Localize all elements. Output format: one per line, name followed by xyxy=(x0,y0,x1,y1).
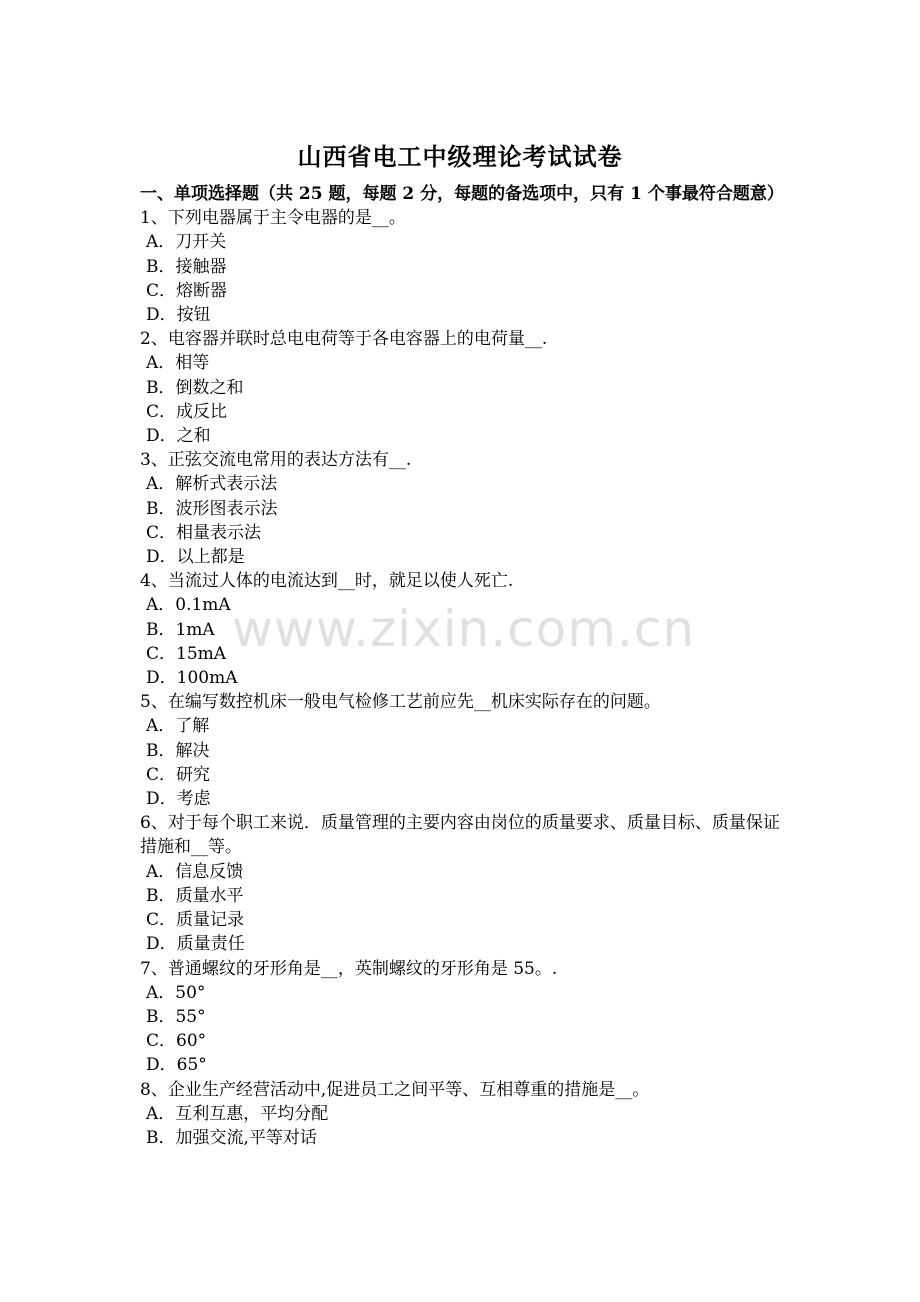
answer-option: A．互利互惠，平均分配 xyxy=(146,1103,329,1124)
document-body xyxy=(140,182,785,1150)
question-text: 7、普通螺纹的牙形角是__，英制螺纹的牙形角是 55。. xyxy=(140,958,558,979)
answer-option: C．15mA xyxy=(146,643,227,664)
watermark-text: www.zixin.com.cn xyxy=(232,600,696,658)
answer-option: A．了解 xyxy=(146,716,210,737)
answer-option: A．信息反馈 xyxy=(146,861,244,882)
answer-option: B．波形图表示法 xyxy=(146,498,278,519)
answer-option: C．60° xyxy=(146,1031,207,1052)
answer-option: D．100mA xyxy=(146,668,238,689)
answer-option: A．0.1mA xyxy=(146,595,231,616)
answer-option: A．刀开关 xyxy=(146,232,227,253)
question-text: 2、电容器并联时总电电荷等于各电容器上的电荷量__. xyxy=(140,329,548,350)
answer-option: B．解决 xyxy=(146,740,210,761)
answer-option: D．65° xyxy=(146,1055,207,1076)
answer-option: B．1mA xyxy=(146,619,215,640)
answer-option: D．按钮 xyxy=(146,305,211,326)
answer-option: C．熔断器 xyxy=(146,280,228,301)
answer-option: A．50° xyxy=(146,982,206,1003)
answer-option: C．质量记录 xyxy=(146,910,245,931)
answer-option: B．55° xyxy=(146,1006,206,1027)
answer-option: A．解析式表示法 xyxy=(146,474,278,495)
answer-option: B．加强交流,平等对话 xyxy=(146,1127,317,1148)
question-text: 4、当流过人体的电流达到__时，就足以使人死亡. xyxy=(140,571,514,592)
answer-option: D．以上都是 xyxy=(146,547,245,568)
question-text: 8、企业生产经营活动中,促进员工之间平等、互相尊重的措施是__。 xyxy=(140,1079,650,1100)
question-text: 3、正弦交流电常用的表达方法有__. xyxy=(140,450,412,471)
answer-option: D．考虑 xyxy=(146,789,211,810)
question-text: 1、下列电器属于主令电器的是__。 xyxy=(140,208,406,229)
question-text: 6、对于每个职工来说．质量管理的主要内容由岗位的质量要求、质量目标、质量保证措施和__等。 xyxy=(140,813,780,858)
question-text: 5、在编写数控机床一般电气检修工艺前应先__机床实际存在的问题。 xyxy=(140,692,661,713)
answer-option: A．相等 xyxy=(146,353,210,374)
answer-option: B．倒数之和 xyxy=(146,377,244,398)
document-title: 山西省电工中级理论考试试卷 xyxy=(297,142,623,171)
answer-option: C．研究 xyxy=(146,764,211,785)
answer-option: B．接触器 xyxy=(146,256,227,277)
answer-option: D．质量责任 xyxy=(146,934,245,955)
question-list xyxy=(140,206,785,1150)
answer-option: C．成反比 xyxy=(146,401,228,422)
answer-option: D．之和 xyxy=(146,426,211,447)
section-heading: 一、单项选择题（共 25 题，每题 2 分，每题的备选项中，只有 1 个事最符合题意） xyxy=(140,184,784,204)
answer-option: C．相量表示法 xyxy=(146,522,262,543)
answer-option: B．质量水平 xyxy=(146,885,244,906)
